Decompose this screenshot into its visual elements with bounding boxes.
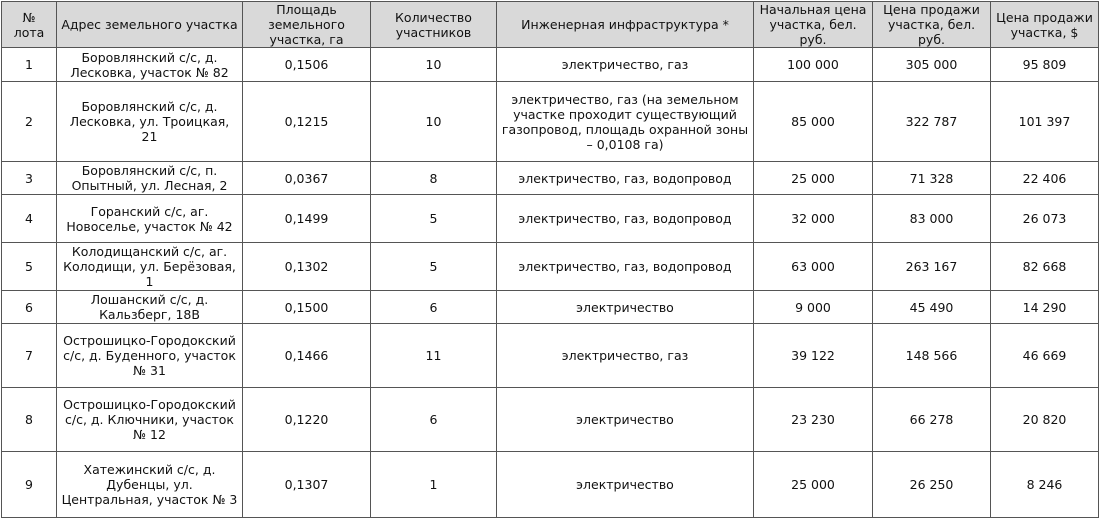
- area-cell: 0,1506: [243, 48, 371, 82]
- participants-cell: 8: [371, 162, 497, 195]
- sale-price-usd-cell: 26 073: [991, 195, 1099, 243]
- start-price-cell: 23 230: [754, 388, 873, 452]
- lot-number-cell: 3: [2, 162, 57, 195]
- infrastructure-cell: электричество: [497, 388, 754, 452]
- sale-price-usd-cell: 14 290: [991, 291, 1099, 324]
- table-row: [2, 162, 1099, 195]
- area-cell: 0,1307: [243, 452, 371, 518]
- sale-price-usd-cell: 22 406: [991, 162, 1099, 195]
- participants-cell: 6: [371, 388, 497, 452]
- address-cell: Боровлянский с/с, п. Опытный, ул. Лесная, 2: [57, 162, 243, 195]
- lot-number-cell: 9: [2, 452, 57, 518]
- area-cell: 0,1302: [243, 243, 371, 291]
- start-price-cell: 25 000: [754, 452, 873, 518]
- header-row: [2, 2, 1099, 48]
- area-cell: 0,0367: [243, 162, 371, 195]
- lot-number-cell: 4: [2, 195, 57, 243]
- start-price-cell: 32 000: [754, 195, 873, 243]
- start-price-cell: 63 000: [754, 243, 873, 291]
- table-row: [2, 48, 1099, 82]
- table-row: [2, 82, 1099, 162]
- start-price-cell: 25 000: [754, 162, 873, 195]
- address-cell: Горанский с/с, аг. Новоселье, участок № 42: [57, 195, 243, 243]
- infrastructure-cell: электричество, газ: [497, 48, 754, 82]
- participants-cell: 5: [371, 195, 497, 243]
- participants-cell: 11: [371, 324, 497, 388]
- address-cell: Лошанский с/с, д. Кальзберг, 18В: [57, 291, 243, 324]
- area-cell: 0,1466: [243, 324, 371, 388]
- sale-price-usd-cell: 8 246: [991, 452, 1099, 518]
- start-price-cell: 9 000: [754, 291, 873, 324]
- infrastructure-cell: электричество, газ, водопровод: [497, 162, 754, 195]
- sale-price-byr-cell: 45 490: [873, 291, 991, 324]
- header-lot-number: № лота: [2, 2, 57, 48]
- sale-price-byr-cell: 71 328: [873, 162, 991, 195]
- infrastructure-cell: электричество, газ, водопровод: [497, 243, 754, 291]
- header-sale-price-byr: Цена продажи участка, бел. руб.: [873, 2, 991, 48]
- header-sale-price-usd: Цена продажи участка, $: [991, 2, 1099, 48]
- table-row: [2, 324, 1099, 388]
- sale-price-usd-cell: 101 397: [991, 82, 1099, 162]
- address-cell: Острошицко-Городокский с/с, д. Ключники, участок № 12: [57, 388, 243, 452]
- sale-price-byr-cell: 322 787: [873, 82, 991, 162]
- address-cell: Хатежинский с/с, д. Дубенцы, ул. Центральная, участок № 3: [57, 452, 243, 518]
- sale-price-usd-cell: 95 809: [991, 48, 1099, 82]
- table-row: [2, 243, 1099, 291]
- address-cell: Колодищанский с/с, аг. Колодищи, ул. Берёзовая, 1: [57, 243, 243, 291]
- sale-price-usd-cell: 82 668: [991, 243, 1099, 291]
- lot-number-cell: 5: [2, 243, 57, 291]
- infrastructure-cell: электричество, газ, водопровод: [497, 195, 754, 243]
- area-cell: 0,1499: [243, 195, 371, 243]
- infrastructure-cell: электричество, газ: [497, 324, 754, 388]
- sale-price-usd-cell: 46 669: [991, 324, 1099, 388]
- header-participants: Количество участников: [371, 2, 497, 48]
- sale-price-byr-cell: 305 000: [873, 48, 991, 82]
- lot-number-cell: 7: [2, 324, 57, 388]
- sale-price-byr-cell: 26 250: [873, 452, 991, 518]
- start-price-cell: 100 000: [754, 48, 873, 82]
- sale-price-byr-cell: 148 566: [873, 324, 991, 388]
- table-row: [2, 291, 1099, 324]
- infrastructure-cell: электричество: [497, 452, 754, 518]
- sale-price-usd-cell: 20 820: [991, 388, 1099, 452]
- lot-number-cell: 2: [2, 82, 57, 162]
- table-row: [2, 195, 1099, 243]
- start-price-cell: 39 122: [754, 324, 873, 388]
- participants-cell: 5: [371, 243, 497, 291]
- area-cell: 0,1220: [243, 388, 371, 452]
- lot-number-cell: 6: [2, 291, 57, 324]
- address-cell: Острошицко-Городокский с/с, д. Буденного, участок № 31: [57, 324, 243, 388]
- area-cell: 0,1500: [243, 291, 371, 324]
- sale-price-byr-cell: 263 167: [873, 243, 991, 291]
- land-lots-table: [1, 1, 1099, 518]
- address-cell: Боровлянский с/с, д. Лесковка, ул. Троицкая, 21: [57, 82, 243, 162]
- infrastructure-cell: электричество, газ (на земельном участке проходит существующий газопровод, площадь охранной зоны – 0,0108 га): [497, 82, 754, 162]
- header-infrastructure: Инженерная инфраструктура *: [497, 2, 754, 48]
- lot-number-cell: 8: [2, 388, 57, 452]
- lot-number-cell: 1: [2, 48, 57, 82]
- address-cell: Боровлянский с/с, д. Лесковка, участок № 82: [57, 48, 243, 82]
- infrastructure-cell: электричество: [497, 291, 754, 324]
- participants-cell: 1: [371, 452, 497, 518]
- table-row: [2, 388, 1099, 452]
- header-start-price: Начальная цена участка, бел. руб.: [754, 2, 873, 48]
- sale-price-byr-cell: 66 278: [873, 388, 991, 452]
- header-area: Площадь земельного участка, га: [243, 2, 371, 48]
- start-price-cell: 85 000: [754, 82, 873, 162]
- table-row: [2, 452, 1099, 518]
- participants-cell: 10: [371, 82, 497, 162]
- sale-price-byr-cell: 83 000: [873, 195, 991, 243]
- participants-cell: 10: [371, 48, 497, 82]
- participants-cell: 6: [371, 291, 497, 324]
- area-cell: 0,1215: [243, 82, 371, 162]
- header-address: Адрес земельного участка: [57, 2, 243, 48]
